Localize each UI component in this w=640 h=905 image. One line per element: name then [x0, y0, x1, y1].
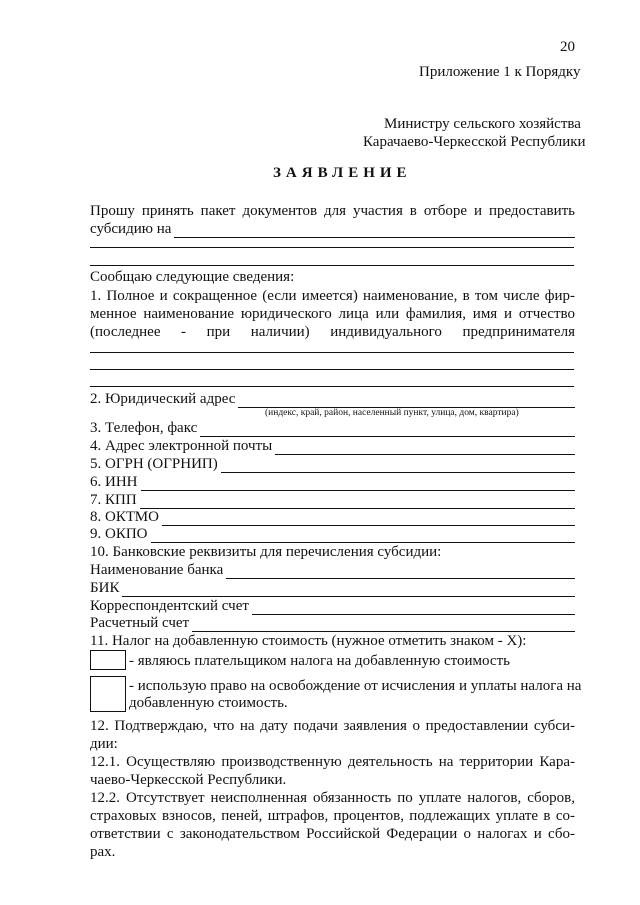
clause-12-2-line-1: 12.2. Отсутствует неисполненная обязанность по уплате налогов, сборов,	[90, 790, 575, 806]
kpp-row	[90, 491, 575, 509]
subsidy-purpose-field-line-2[interactable]	[90, 247, 574, 248]
addressee-line-2: Карачаево-Черкесской Республики	[363, 134, 586, 150]
clause-12-2-line-4: рах.	[90, 844, 116, 860]
legal-address-field[interactable]	[238, 393, 575, 408]
entity-name-field-line-1[interactable]	[90, 352, 574, 353]
appendix-reference: Приложение 1 к Порядку	[419, 64, 581, 80]
inn-row	[90, 473, 575, 491]
item1-line-2: менное наименование юридического лица или фамилия, имя и отчество	[90, 306, 575, 322]
subsidy-purpose-field[interactable]	[174, 223, 575, 238]
item1-line-3	[90, 323, 575, 341]
entity-name-field-line-2[interactable]	[90, 369, 574, 370]
phone-label: 3. Телефон, факс	[90, 420, 198, 436]
clause-12-2-line-2: страховых взносов, пеней, штрафов, процентов, подлежащих уплате в со-	[90, 808, 575, 824]
phone-row	[90, 419, 575, 437]
ogrn-field[interactable]	[221, 458, 575, 473]
kpp-field[interactable]	[140, 494, 575, 509]
bank-name-field[interactable]	[226, 564, 575, 579]
bik-field[interactable]	[122, 582, 575, 597]
legal-address-label: 2. Юридический адрес	[90, 391, 236, 407]
subsidy-purpose-row	[90, 220, 575, 238]
oktmo-field[interactable]	[162, 511, 575, 526]
account-field[interactable]	[192, 617, 575, 632]
corr-account-row	[90, 597, 575, 615]
vat-exempt-label-line-1: - использую право на освобождение от исчисления и уплаты налога на	[129, 678, 582, 694]
vat-heading: 11. Налог на добавленную стоимость (нужное отметить знаком - X):	[90, 633, 527, 649]
okpo-label: 9. ОКПО	[90, 526, 148, 542]
okpo-row	[90, 525, 575, 543]
clause-12-1-line-1: 12.1. Осуществляю производственную деятельность на территории Кара-	[90, 754, 575, 770]
email-row	[90, 437, 575, 455]
item1-word: наличии)	[250, 324, 310, 340]
phone-field[interactable]	[200, 422, 575, 437]
inn-field[interactable]	[141, 476, 576, 491]
legal-address-hint: (индекс, край, район, населенный пункт, улица, дом, квартира)	[265, 408, 519, 418]
item1-word: (последнее	[90, 324, 161, 340]
clause-12-1-line-2: чаево-Черкесской Республики.	[90, 772, 287, 788]
oktmo-row	[90, 508, 575, 526]
item1-word: предпринимателя	[462, 324, 575, 340]
bank-heading: 10. Банковские реквизиты для перечисления субсидии:	[90, 544, 442, 560]
account-label: Расчетный счет	[90, 615, 190, 631]
oktmo-label: 8. ОКТМО	[90, 509, 159, 525]
vat-payer-checkbox[interactable]	[90, 650, 126, 670]
subsidy-purpose-field-line-3[interactable]	[90, 265, 574, 266]
corr-account-field[interactable]	[252, 600, 575, 615]
item1-word: -	[181, 324, 187, 340]
ogrn-row	[90, 455, 575, 473]
request-line-1: Прошу принять пакет документов для участия в отборе и предоставить	[90, 203, 575, 219]
legal-address-row	[90, 390, 575, 408]
email-field[interactable]	[275, 440, 575, 455]
bank-name-label: Наименование банка	[90, 562, 224, 578]
kpp-label: 7. КПП	[90, 492, 137, 508]
account-row	[90, 614, 575, 632]
addressee-line-1: Министру сельского хозяйства	[384, 116, 581, 132]
bank-name-row	[90, 561, 575, 579]
entity-name-field-line-3[interactable]	[90, 386, 574, 387]
confirm-line-1: 12. Подтверждаю, что на дату подачи заявления о предоставлении субси-	[90, 718, 575, 734]
document-title: ЗАЯВЛЕНИЕ	[273, 165, 412, 181]
bik-row	[90, 579, 575, 597]
ogrn-label: 5. ОГРН (ОГРНИП)	[90, 456, 218, 472]
confirm-line-2: дии:	[90, 736, 118, 752]
item1-line-1: 1. Полное и сокращенное (если имеется) наименование, в том числе фир-	[90, 288, 575, 304]
inn-label: 6. ИНН	[90, 474, 138, 490]
item1-word: при	[206, 324, 231, 340]
bik-label: БИК	[90, 580, 120, 596]
info-intro: Сообщаю следующие сведения:	[90, 269, 295, 285]
vat-exempt-label-line-2: добавленную стоимость.	[129, 695, 288, 711]
subsidy-purpose-label: субсидию на	[90, 221, 172, 237]
page-number: 20	[560, 39, 575, 55]
item1-word: индивидуального	[330, 324, 442, 340]
vat-exempt-checkbox[interactable]	[90, 676, 126, 712]
corr-account-label: Корреспондентский счет	[90, 598, 249, 614]
vat-payer-label: - являюсь плательщиком налога на добавленную стоимость	[129, 653, 510, 669]
email-label: 4. Адрес электронной почты	[90, 438, 273, 454]
okpo-field[interactable]	[151, 528, 575, 543]
clause-12-2-line-3: ответствии с законодательством Российской Федерации о налогах и сбо-	[90, 826, 575, 842]
